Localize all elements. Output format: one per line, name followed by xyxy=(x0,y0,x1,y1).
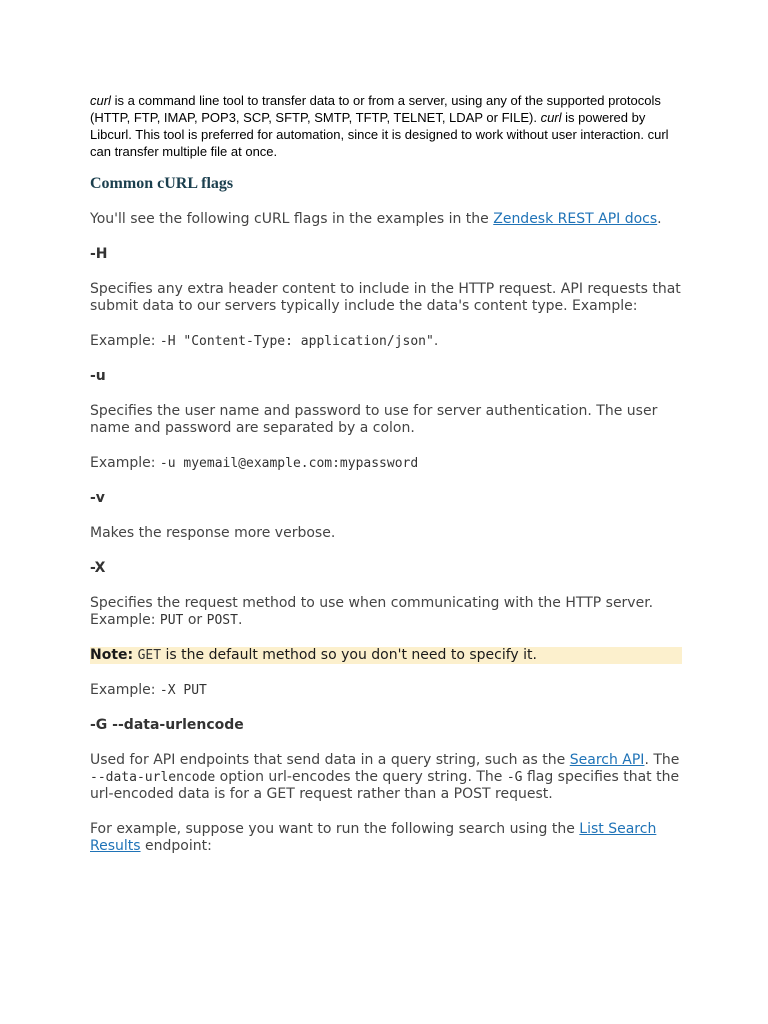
flag-g-code-data-urlencode: --data-urlencode xyxy=(90,770,216,785)
flag-heading-h: -H xyxy=(90,246,108,262)
flag-g-p2-end: endpoint: xyxy=(140,838,212,854)
zendesk-api-docs-link[interactable]: Zendesk REST API docs xyxy=(493,211,658,227)
flag-heading-x: -X xyxy=(90,560,106,576)
flag-x-desc-text: Specifies the request method to use when communicating with the HTTP server. Example: xyxy=(90,595,654,628)
section-lead-text: You'll see the following cURL flags in the examples in the xyxy=(90,211,494,227)
flag-g-code-g: -G xyxy=(506,770,523,785)
intro-text-2: is powered by Libcurl. This tool is preferred for automation, since it is designed to work without user interaction. curl can transfer multiple file at once. xyxy=(90,110,669,159)
flag-v-description: Makes the response more verbose. xyxy=(90,525,336,541)
flag-g-paragraph-2 xyxy=(90,821,682,855)
intro-term-curl-2: curl xyxy=(540,110,562,125)
note-label: Note: xyxy=(90,647,134,663)
flag-g-paragraph-1 xyxy=(90,752,682,803)
list-search-results-link[interactable]: List Search Results xyxy=(90,821,657,854)
flag-heading-g: -G --data-urlencode xyxy=(90,717,244,733)
flag-heading-u: -u xyxy=(90,368,106,384)
flag-x-end: . xyxy=(237,612,243,628)
note-text: is the default method so you don't need to specify it. xyxy=(161,647,537,663)
note-code-get: GET xyxy=(137,648,162,663)
flag-h-example-code: -H "Content-Type: application/json" xyxy=(159,334,434,349)
flag-u-example xyxy=(90,455,682,472)
flag-x-example-label: Example: xyxy=(90,682,160,698)
section-title: Common cURL flags xyxy=(90,175,234,192)
note-callout xyxy=(90,647,682,664)
flag-x-description xyxy=(90,595,682,629)
intro-text-1: is a command line tool to transfer data to or from a server, using any of the supported protocols (HTTP, FTP, IMAP, POP3, SCP, SFTP, SMTP, TFTP, TELNET, LDAP or FILE). xyxy=(90,93,661,125)
flag-heading-v: -v xyxy=(90,490,105,506)
flag-h-example-end: . xyxy=(433,333,439,349)
flag-x-example-code: -X PUT xyxy=(159,683,207,698)
flag-g-p1-mid2: option url-encodes the query string. The xyxy=(215,769,507,785)
flag-u-description: Specifies the user name and password to use for server authentication. The user name and password are separated by a colon. xyxy=(90,403,658,436)
intro-paragraph xyxy=(90,92,682,160)
flag-g-p1-text: Used for API endpoints that send data in a query string, such as the xyxy=(90,752,570,768)
flag-h-example xyxy=(90,333,682,350)
flag-u-example-label: Example: xyxy=(90,455,160,471)
flag-x-code-put: PUT xyxy=(159,613,184,628)
flag-u-example-code: -u myemail@example.com:mypassword xyxy=(159,456,419,471)
flag-h-example-label: Example: xyxy=(90,333,160,349)
flag-g-p1-end: flag specifies that the url-encoded data is for a GET request rather than a POST request. xyxy=(90,769,680,802)
document-page xyxy=(90,92,682,873)
intro-term-curl: curl xyxy=(90,93,111,108)
flag-h-description: Specifies any extra header content to include in the HTTP request. API requests that submit data to our servers typically include the data's content type. Example: xyxy=(90,281,681,314)
section-lead xyxy=(90,211,682,228)
flag-x-or: or xyxy=(183,612,207,628)
flag-x-example xyxy=(90,682,682,699)
search-api-link[interactable]: Search API xyxy=(569,752,645,768)
flag-g-p2-text: For example, suppose you want to run the following search using the xyxy=(90,821,580,837)
flag-g-p1-mid: . The xyxy=(644,752,680,768)
section-lead-end: . xyxy=(657,211,662,227)
flag-x-code-post: POST xyxy=(206,613,238,628)
